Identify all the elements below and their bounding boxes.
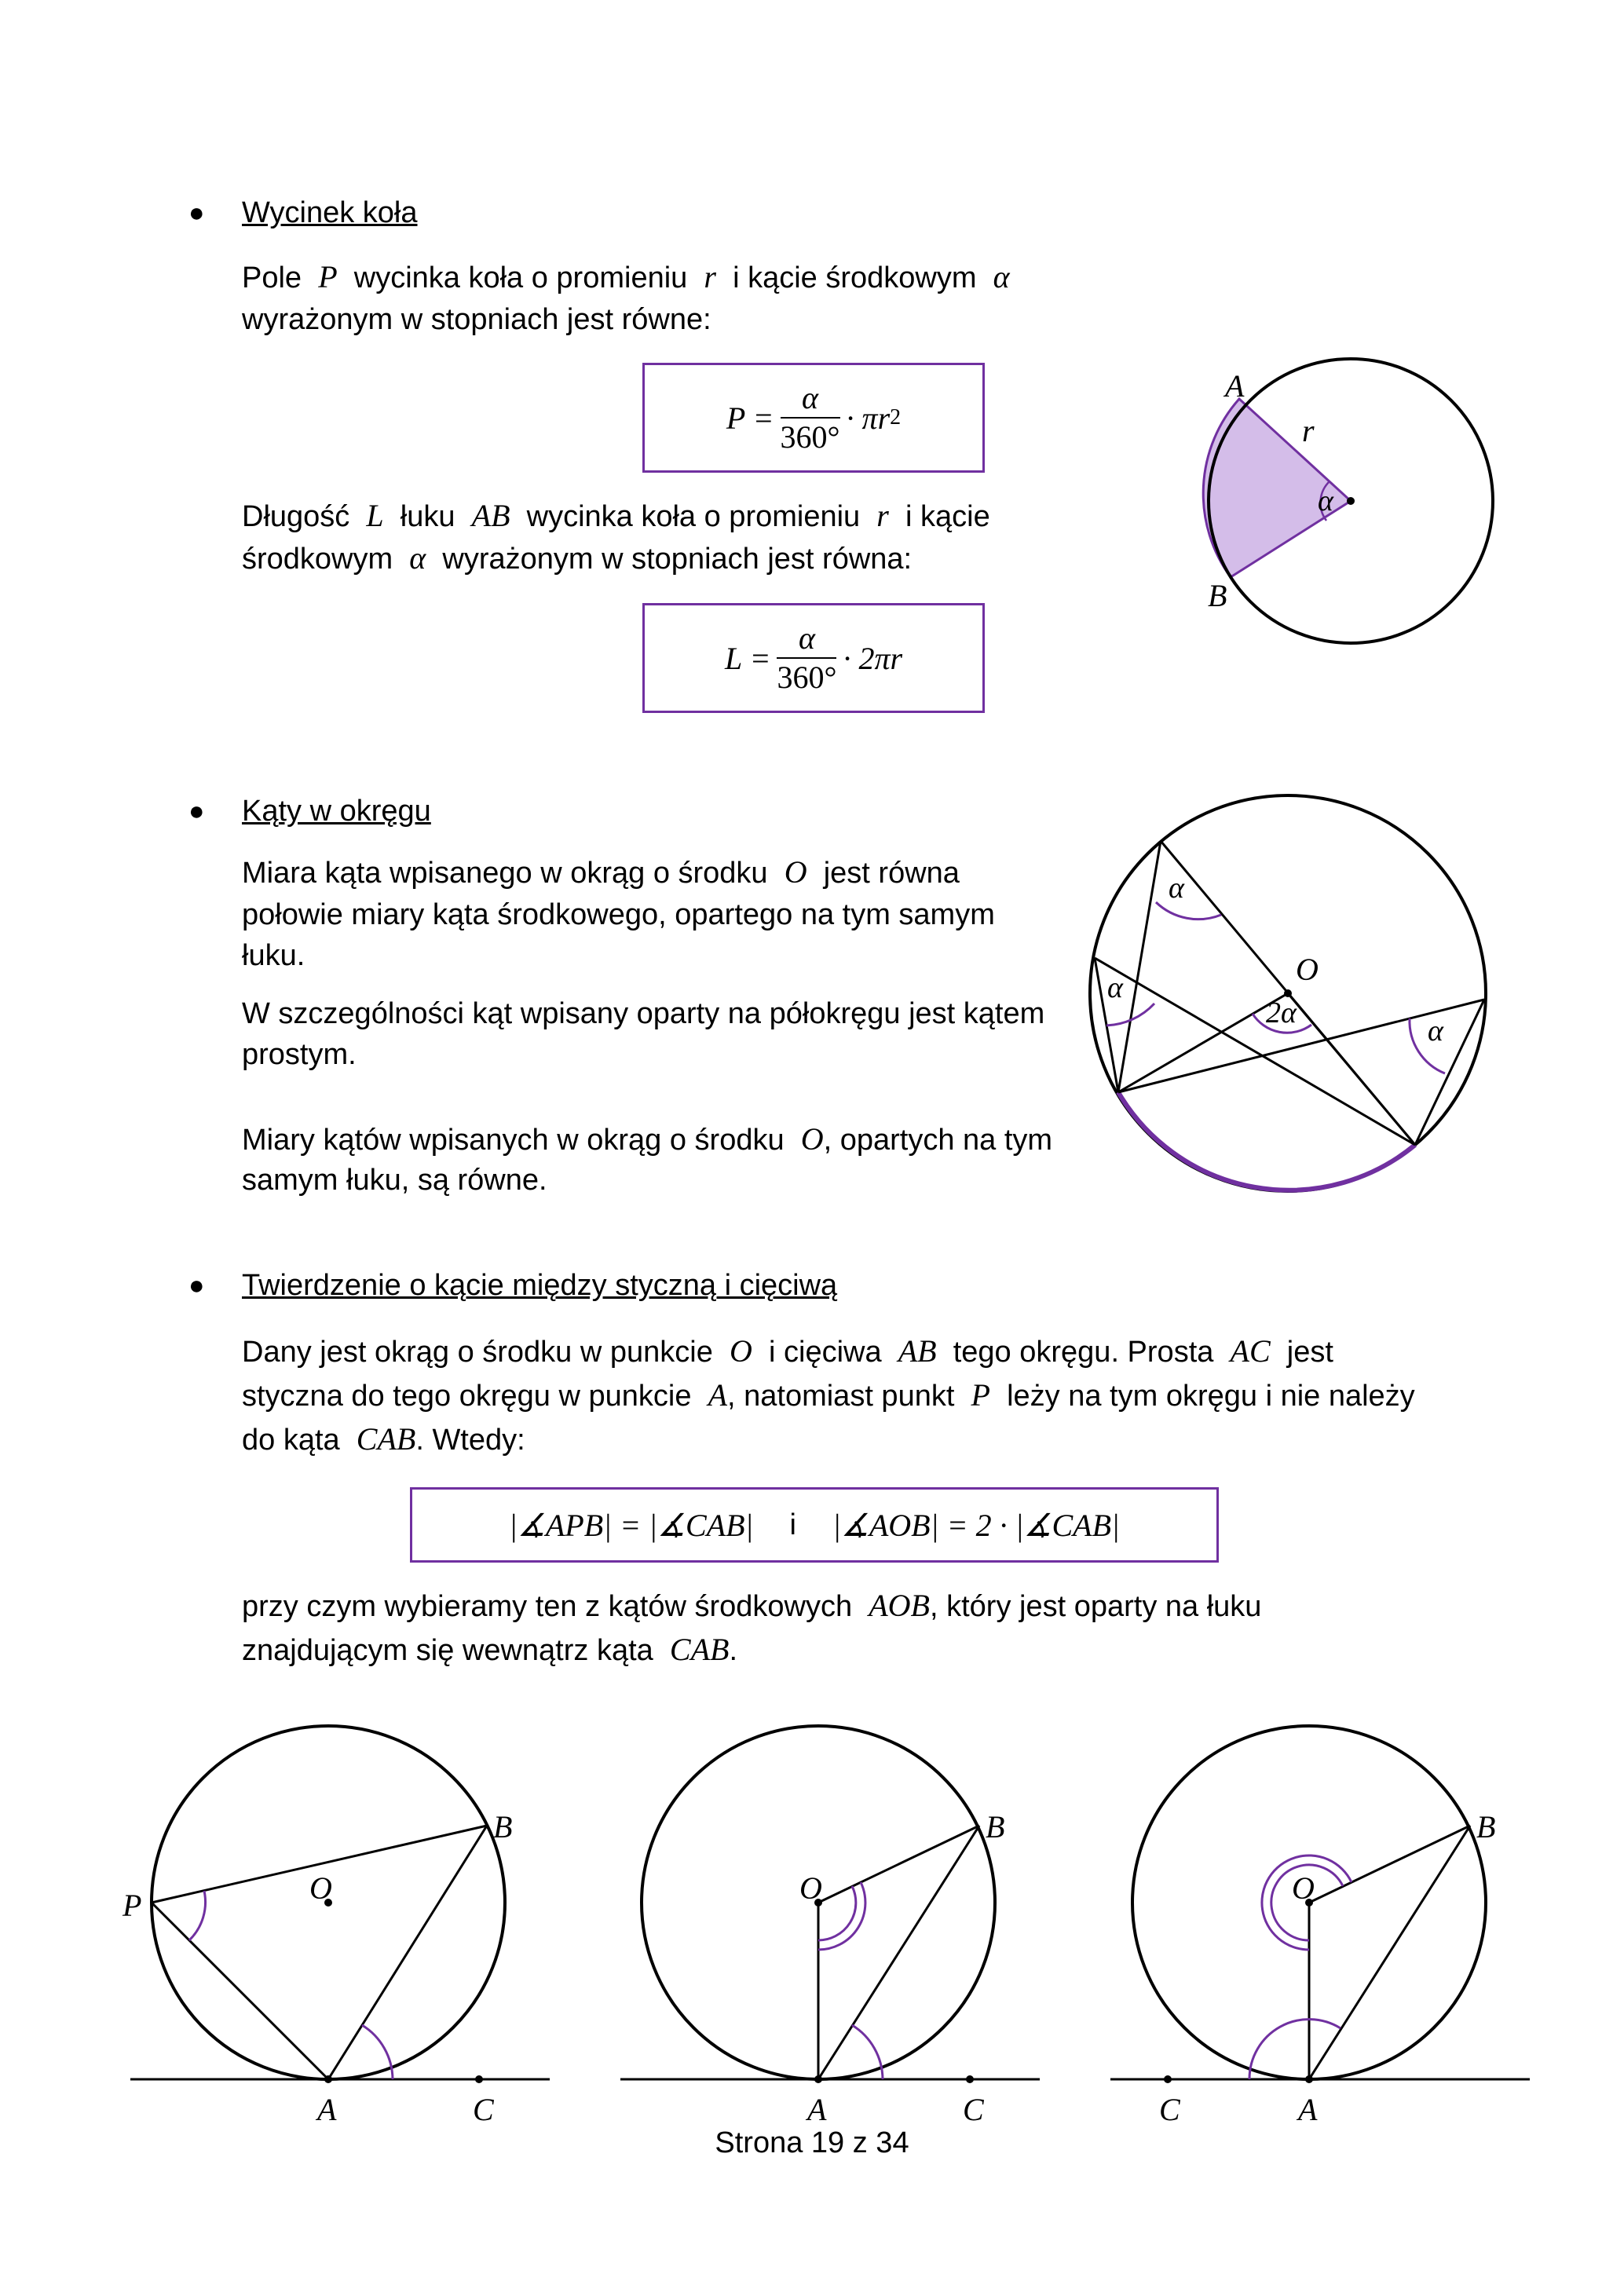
formula-connector: i [789, 1508, 796, 1541]
sector-area-formula-box [642, 363, 985, 473]
label-2alpha: 2α [1266, 996, 1297, 1029]
section-heading-angles: Kąty w okręgu [242, 795, 431, 828]
label-alpha-2: α [1107, 971, 1123, 1004]
sector-arc-formula: L = $\frac{\alpha}{360^\circ}$ · 2πr [724, 620, 903, 695]
angles-p1-line2: połowie miary kąta środkowego, opartego na tym samym [242, 898, 995, 931]
tangent-line2: styczna do tego okręgu w punkcie A, natomiast punkt P leży na tym okręgu i nie należy [242, 1377, 1415, 1413]
tangent-line1: Dany jest okrąg o środku w punkcie O i cięciwa AB tego okręgu. Prosta AC jest [242, 1333, 1333, 1369]
tangent-after-line1: przy czym wybieramy ten z kątów środkowych AOB, który jest oparty na łuku [242, 1588, 1262, 1623]
tangent-line3: do kąta CAB. Wtedy: [242, 1421, 525, 1457]
sector-area-formula: P = $\frac{\alpha}{360^\circ}$ · πr 2 [726, 380, 902, 455]
label-alpha-3: α [1428, 1015, 1443, 1047]
sector-label-b: B [1208, 578, 1227, 613]
bullet: ● [188, 198, 205, 228]
chord [1095, 958, 1415, 1145]
angle-arc [1156, 902, 1221, 919]
sector-label-alpha: α [1318, 484, 1333, 517]
sector-figure [1178, 338, 1523, 667]
tangent-formula-box [410, 1487, 1219, 1563]
tangent-figure-2 [613, 1712, 1052, 2136]
sector-area-text-line1: Pole P wycinka koła o promieniu r i kącie środkowym α [242, 259, 1010, 294]
sector-arc-text-line2: środkowym α wyrażonym w stopniach jest równa: [242, 540, 913, 576]
tangent-figure-1 [118, 1712, 565, 2136]
chord [1288, 993, 1415, 1145]
section-heading-tangent: Twierdzenie o kącie między styczną i cięciwą [242, 1269, 838, 1302]
bullet: ● [188, 1270, 205, 1300]
fig2-label-b: B [986, 1809, 1005, 1844]
label-o: O [1296, 952, 1319, 987]
fig2-point-c [966, 2075, 974, 2083]
sector-area-text-line2: wyrażonym w stopniach jest równe: [242, 303, 711, 336]
fig2-label-a: A [807, 2092, 827, 2127]
page-footer: Strona 19 z 34 [715, 2126, 909, 2159]
angles-p1-line1: Miara kąta wpisanego w okrąg o środku O jest równa [242, 854, 960, 890]
tangent-after-line2: znajdującym się wewnątrz kąta CAB. [242, 1632, 738, 1667]
label-alpha-1: α [1169, 872, 1184, 905]
formula-right: |∡AOB| = 2 · |∡CAB| [832, 1507, 1120, 1543]
fig2-label-c: C [963, 2092, 984, 2127]
fig3-label-o: O [1292, 1870, 1315, 1906]
tangent-figure-3 [1099, 1712, 1539, 2136]
angles-p2-line2: prostym. [242, 1038, 357, 1071]
angles-p3-line2: samym łuku, są równe. [242, 1164, 547, 1197]
fig1-label-p: P [123, 1888, 142, 1923]
fig1-angle-p-arc [189, 1891, 206, 1940]
sector-arc-text-line1: Długość L łuku AB wycinka koła o promieniu r i kącie [242, 498, 990, 533]
fig1-point-c [475, 2075, 483, 2083]
sector-label-r: r [1302, 413, 1315, 448]
fig2-label-o: O [799, 1870, 822, 1906]
fig1-label-b: B [493, 1809, 513, 1844]
tangent-formula [412, 1490, 1216, 1560]
fig1-label-o: O [309, 1870, 332, 1906]
fig3-label-b: B [1476, 1809, 1496, 1844]
sector-arc-formula-box [642, 603, 985, 713]
fig2-point-a [814, 2075, 822, 2083]
chord [1415, 1000, 1484, 1145]
fig3-point-a [1305, 2075, 1313, 2083]
inscribed-angles-figure [1084, 785, 1492, 1209]
fig1-chord-pa [152, 1903, 328, 2079]
bullet: ● [188, 796, 205, 826]
fig1-label-c: C [473, 2092, 494, 2127]
fig1-point-a [324, 2075, 332, 2083]
fig3-label-c: C [1159, 2092, 1180, 2127]
angles-p3-line1: Miary kątów wpisanych w okrąg o środku O, opartych na tym [242, 1121, 1053, 1157]
angles-p2-line1: W szczególności kąt wpisany oparty na półokręgu jest kątem [242, 997, 1045, 1030]
fig1-label-a: A [317, 2092, 337, 2127]
sector-center-point [1347, 497, 1355, 505]
formula-left: |∡APB| = |∡CAB| [509, 1507, 754, 1543]
sector-label-a: A [1225, 368, 1245, 404]
angles-p1-line3: łuku. [242, 939, 305, 972]
chord [1118, 841, 1161, 1092]
section-heading-sector: Wycinek koła [242, 196, 418, 229]
fig3-point-c [1164, 2075, 1172, 2083]
fig3-label-a: A [1298, 2092, 1318, 2127]
angles-highlight-arc [1118, 1092, 1415, 1190]
fig1-chord-ab [328, 1826, 487, 2079]
chord [1118, 993, 1288, 1092]
